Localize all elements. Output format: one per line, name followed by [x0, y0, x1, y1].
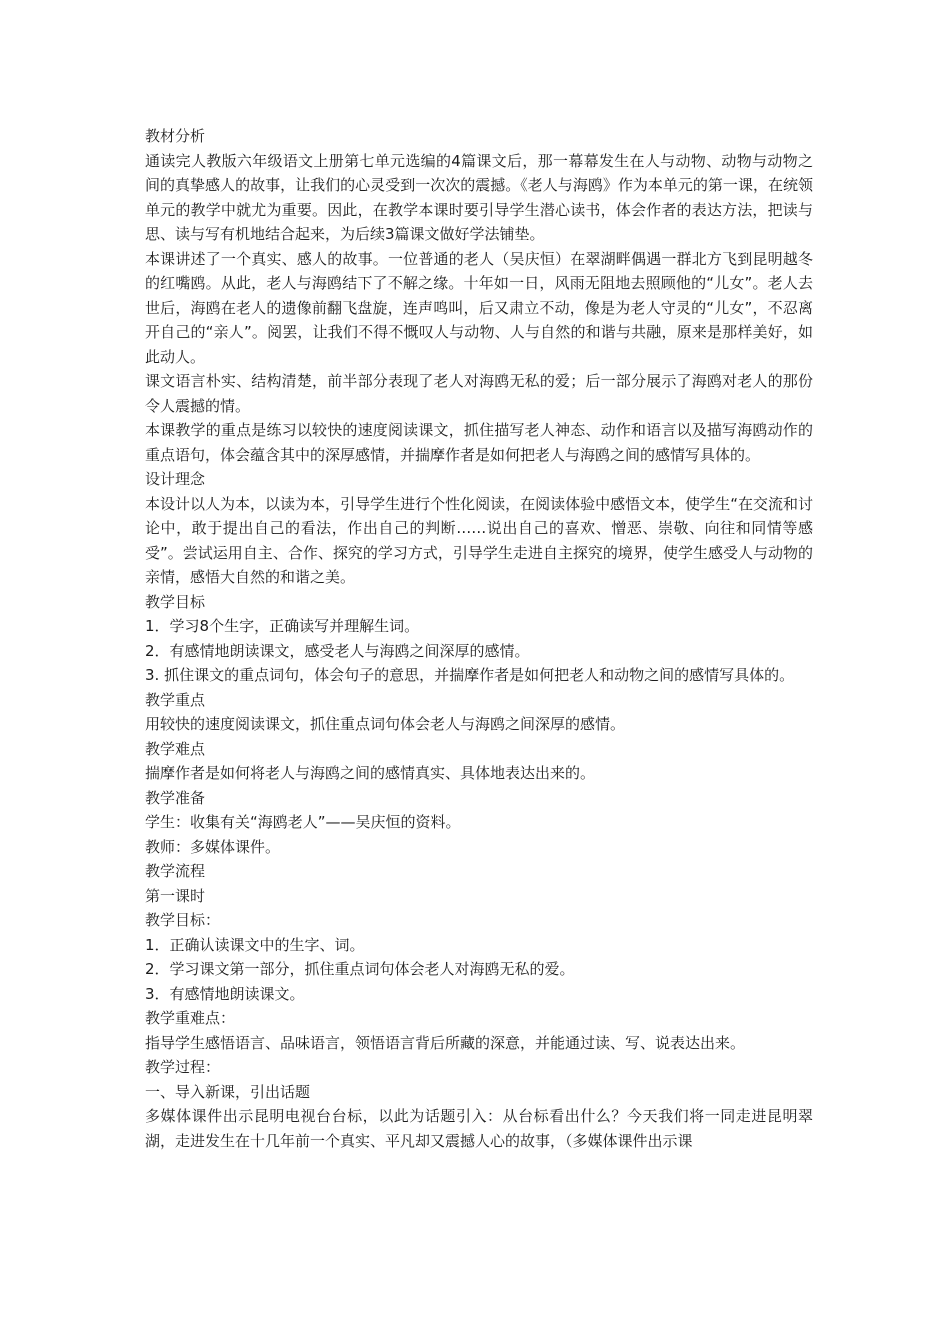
paragraph: 用较快的速度阅读课文，抓住重点词句体会老人与海鸥之间深厚的感情。: [145, 715, 626, 733]
paragraph: 本设计以人为本，以读为本，引导学生进行个性化阅读，在阅读体验中感悟文本，使学生“在交流和讨论中，敢于提出自己的看法，作出自己的判断……说出自己的喜欢、憎恶、崇敬、向往和同情等感受”。尝试运用自主、合作、探究的学习方式，引导学生走进自主探究的境界，使学生感受人与动物的亲情，感悟大自然的和谐之美。: [145, 494, 813, 586]
step-heading: 一、导入新课，引出话题: [145, 1082, 311, 1101]
paragraph: 教师：多媒体课件。: [145, 837, 281, 856]
paragraph: 本课讲述了一个真实、感人的故事。一位普通的老人（吴庆恒）在翠湖畔偶遇一群北方飞到昆明越冬的红嘴鸥。从此，老人与海鸥结下了不解之缘。十年如一日，风雨无阻地去照顾他的“儿女”。老人去世后，海鸥在老人的遗像前翻飞盘旋，连声鸣叫，后又肃立不动，像是为老人守灵的“儿女”，不忍离开自己的“亲人”。阅罢，让我们不得不慨叹人与动物、人与自然的和谐与共融，原来是那样美好，如此动人。: [145, 249, 813, 366]
section-heading-teaching-goals: 教学目标: [145, 592, 206, 611]
list-item: 2．有感情地朗读课文，感受老人与海鸥之间深厚的感情。: [145, 641, 530, 660]
list-item: 1．学习8个生字，正确读写并理解生词。: [145, 617, 420, 635]
list-item: 3. 抓住课文的重点词句，体会句子的意思，并揣摩作者是如何把老人和动物之间的感情写具体的。: [145, 666, 795, 684]
paragraph: 学生：收集有关“海鸥老人”——吴庆恒的资料。: [145, 813, 461, 831]
section-heading-difficulties: 教学难点: [145, 739, 206, 758]
list-item: 2．学习课文第一部分，抓住重点词句体会老人对海鸥无私的爱。: [145, 960, 575, 978]
paragraph: 本课教学的重点是练习以较快的速度阅读课文，抓住描写老人神态、动作和语言以及描写海鸥动作的重点语句，体会蕴含其中的深厚感情，并揣摩作者是如何把老人与海鸥之间的感情写具体的。: [145, 421, 813, 464]
section-heading-key-points: 教学重点: [145, 690, 206, 709]
section-heading-preparation: 教学准备: [145, 788, 206, 807]
paragraph: 多媒体课件出示昆明电视台台标，以此为话题引入：从台标看出什么？今天我们将一同走进昆明翠湖，走进发生在十几年前一个真实、平凡却又震撼人心的故事，（多媒体课件出示课: [145, 1107, 813, 1150]
section-heading-teaching-flow: 教学流程: [145, 862, 206, 880]
paragraph: 揣摩作者是如何将老人与海鸥之间的感情真实、具体地表达出来的。: [145, 764, 596, 782]
paragraph: 通读完人教版六年级语文上册第七单元选编的4篇课文后，那一幕幕发生在人与动物、动物与动物之间的真挚感人的故事，让我们的心灵受到一次次的震撼。《老人与海鸥》作为本单元的第一课，在统领单元的教学中就尤为重要。因此，在教学本课时要引导学生潜心读书，体会作者的表达方法，把读与思、读与写有机地结合起来，为后续3篇课文做好学法铺垫。: [145, 151, 813, 243]
list-item: 3．有感情地朗读课文。: [145, 984, 305, 1003]
subsection-heading-process: 教学过程：: [145, 1058, 221, 1076]
section-heading-design-concept: 设计理念: [145, 470, 206, 488]
subsection-heading-goals: 教学目标：: [145, 911, 221, 929]
paragraph: 课文语言朴实、结构清楚，前半部分表现了老人对海鸥无私的爱；后一部分展示了海鸥对老人的那份令人震撼的情。: [145, 372, 813, 415]
paragraph: 指导学生感悟语言、品味语言，领悟语言背后所藏的深意，并能通过读、写、说表达出来。: [145, 1033, 746, 1052]
list-item: 1．正确认读课文中的生字、词。: [145, 935, 365, 954]
subsection-heading-key-difficulties: 教学重难点：: [145, 1009, 236, 1027]
section-heading-textbook-analysis: 教材分析: [145, 127, 206, 145]
document-body: [145, 124, 813, 1153]
subsection-heading-first-lesson: 第一课时: [145, 886, 206, 905]
